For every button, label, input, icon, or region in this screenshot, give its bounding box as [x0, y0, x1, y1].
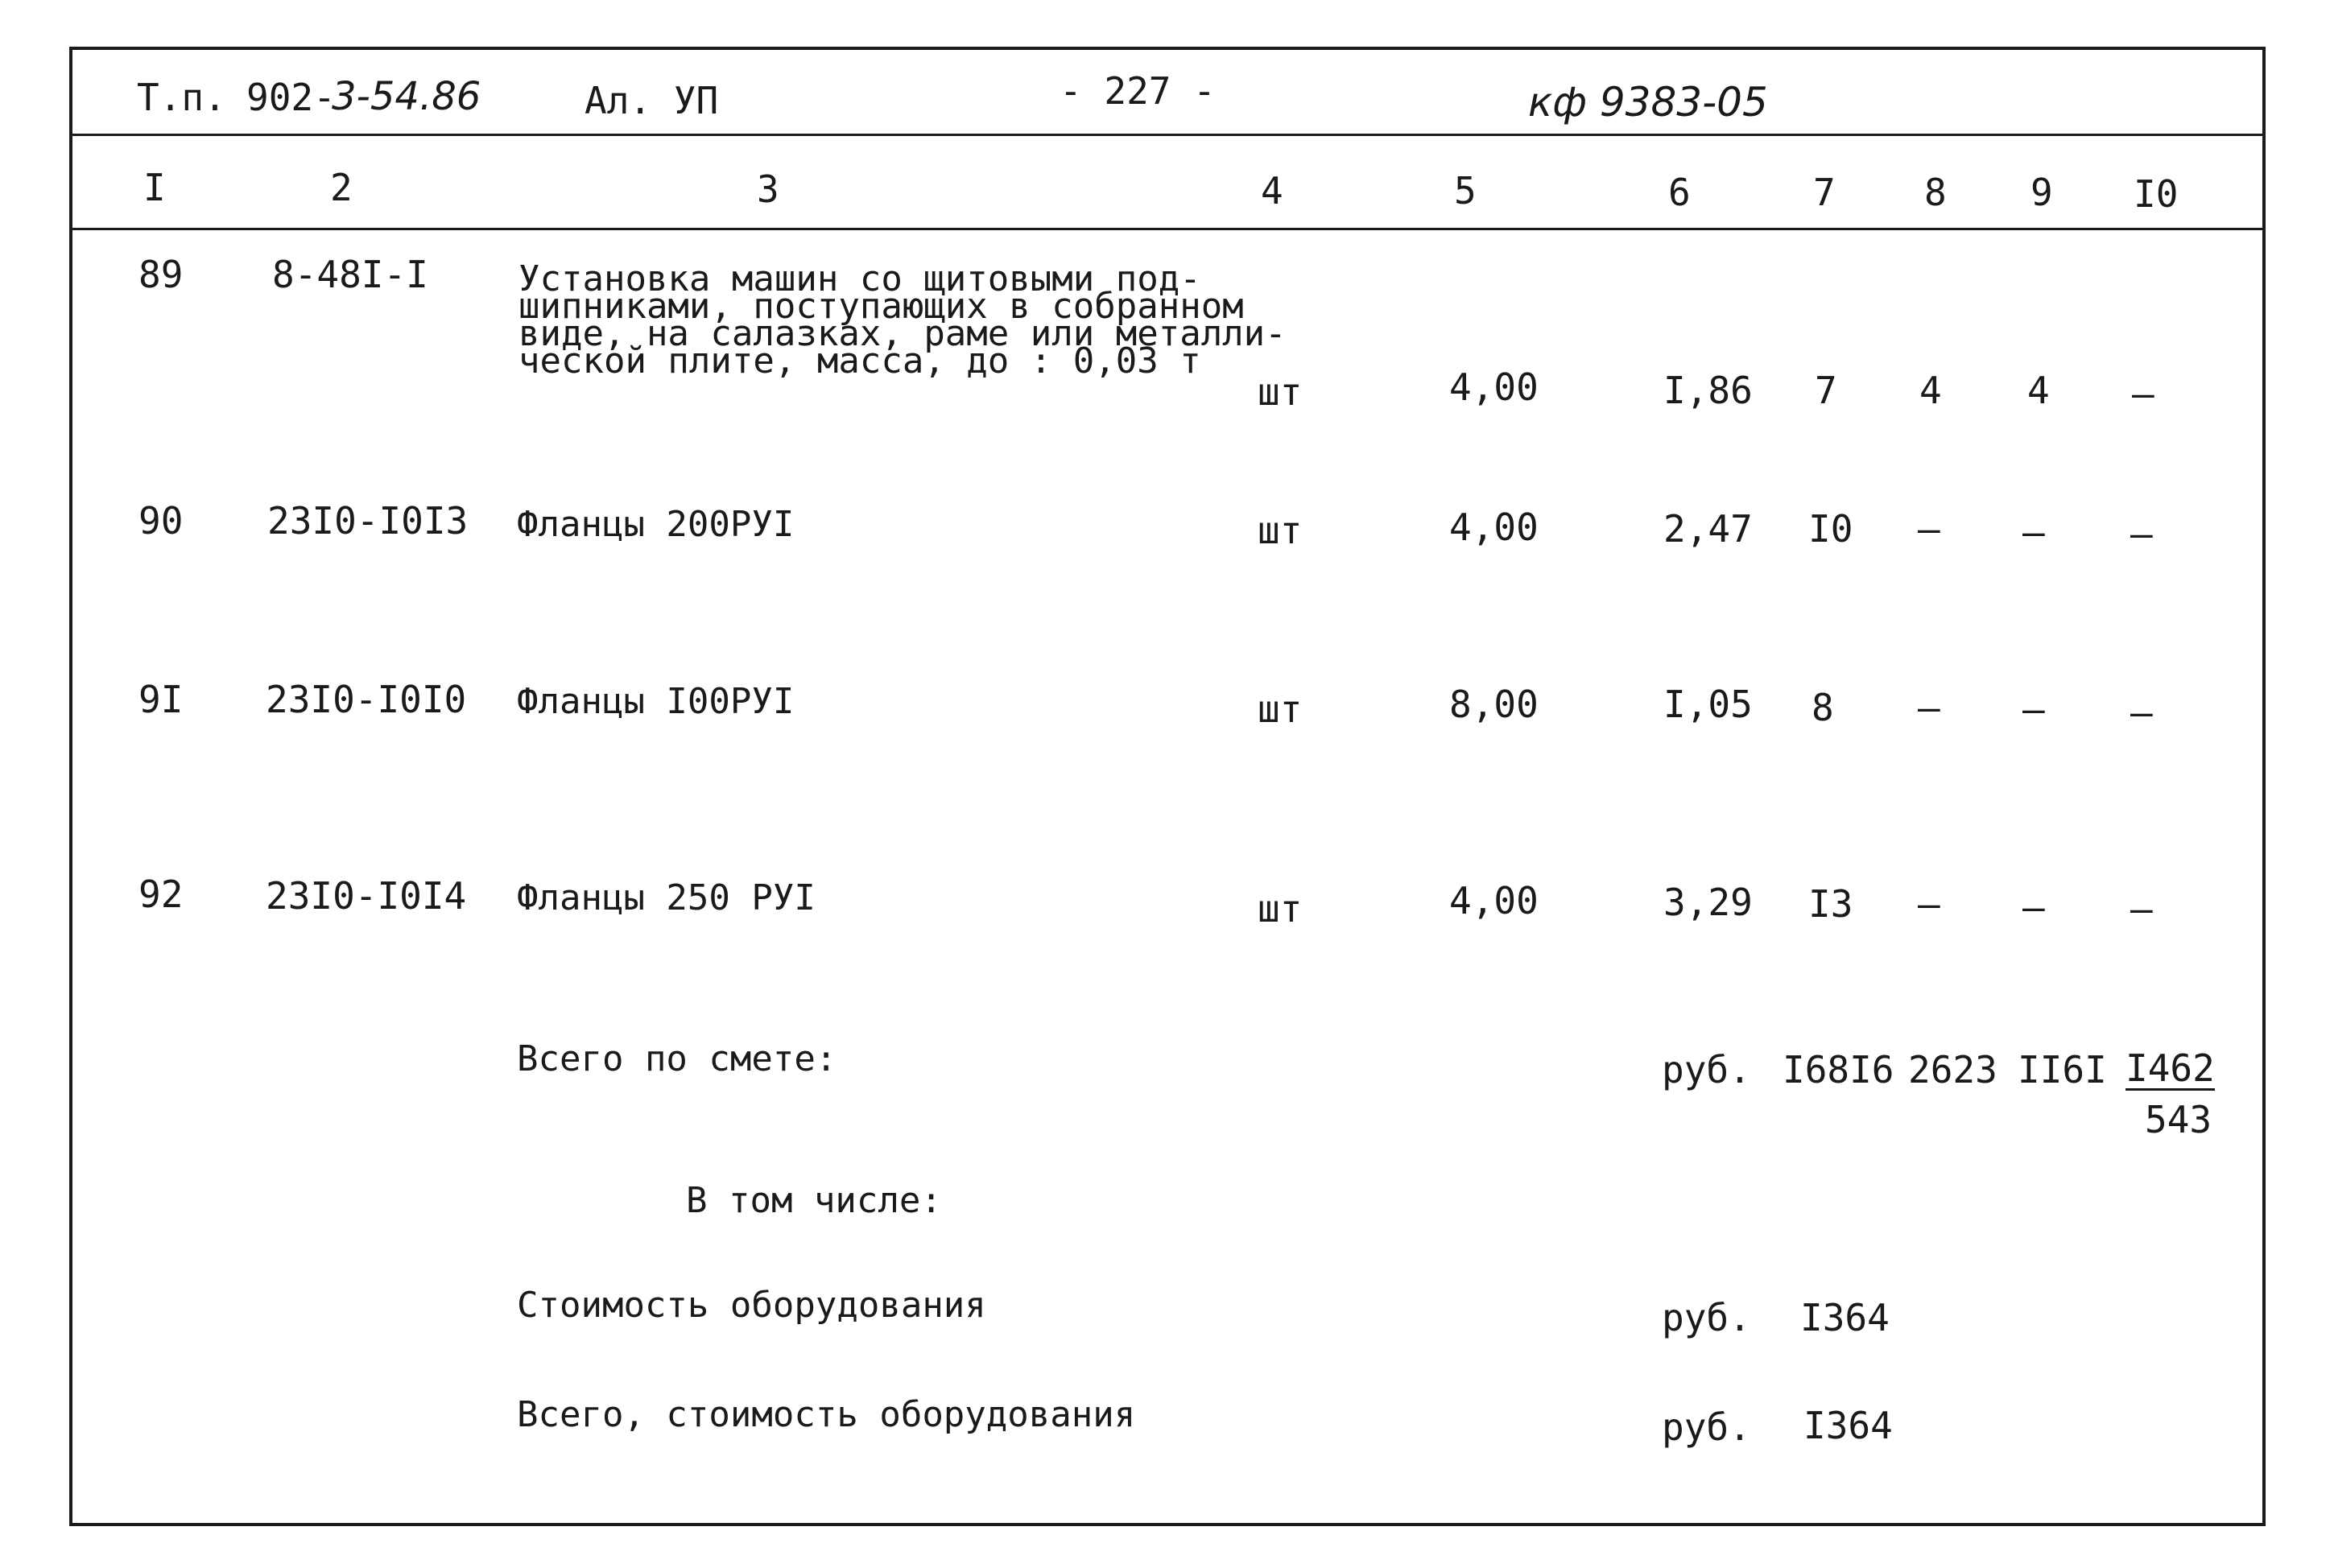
totals-col7: I68I6 — [1783, 1048, 1894, 1091]
row-code: 23I0-I0I4 — [266, 874, 467, 918]
row-description: Фланцы 200РУI — [517, 504, 795, 545]
row-code: 23I0-I0I0 — [266, 678, 467, 721]
column-number: 7 — [1813, 171, 1836, 214]
row-unit-price: 2,47 — [1663, 507, 1753, 551]
row-number: 92 — [138, 873, 184, 916]
column-number: 4 — [1261, 169, 1283, 213]
equipment-value: I364 — [1800, 1296, 1890, 1339]
row-description: Фланцы I00РУI — [517, 681, 795, 722]
totals-col10-top: I462 — [2126, 1046, 2215, 1090]
header-tp-number-handwritten: 3-54.86 — [332, 74, 481, 119]
column-header-divider — [69, 228, 2266, 230]
row-col9: 4 — [2027, 369, 2050, 412]
row-unit-price: I,86 — [1663, 369, 1753, 412]
row-code: 8-48I-I — [272, 253, 428, 296]
row-description: Фланцы 250 РУI — [517, 877, 816, 918]
totals-col10-bottom: 543 — [2145, 1098, 2212, 1141]
row-quantity: 8,00 — [1449, 683, 1539, 726]
totals-col8: 2623 — [1908, 1048, 1997, 1091]
row-col10: – — [2132, 372, 2154, 415]
header-divider — [69, 134, 2266, 136]
row-quantity: 4,00 — [1449, 879, 1539, 922]
header-code: кф 9383-05 — [1528, 79, 1768, 126]
equipment-total-value: I364 — [1803, 1404, 1893, 1447]
row-unit: шт — [1258, 887, 1303, 930]
totals-col9: II6I — [2018, 1048, 2107, 1091]
column-number: 8 — [1924, 171, 1947, 214]
row-col10: – — [2130, 887, 2153, 930]
column-number: 6 — [1668, 171, 1691, 214]
row-number: 9I — [138, 678, 184, 721]
column-number: 5 — [1454, 169, 1477, 213]
totals-label: Всего по смете: — [517, 1038, 837, 1079]
equipment-total-unit: руб. — [1662, 1405, 1751, 1449]
row-unit: шт — [1258, 370, 1303, 414]
row-quantity: 4,00 — [1449, 365, 1539, 409]
equipment-label: Стоимость оборудования — [517, 1285, 986, 1326]
row-unit: шт — [1258, 687, 1303, 731]
row-col9: – — [2022, 885, 2045, 929]
row-col8: – — [1918, 882, 1940, 926]
column-number: 3 — [757, 167, 779, 211]
row-col10: – — [2130, 691, 2153, 734]
column-number: I0 — [2134, 172, 2179, 216]
totals-unit: руб. — [1662, 1048, 1751, 1091]
header-tp-label: Т.п. — [137, 76, 226, 119]
equipment-total-label: Всего, стоимость оборудования — [517, 1394, 1136, 1435]
header-tp-number-printed: 902- — [246, 76, 336, 119]
column-number: 2 — [330, 166, 353, 209]
row-number: 89 — [138, 253, 184, 296]
column-number: 9 — [2030, 171, 2053, 214]
row-col9: – — [2022, 687, 2045, 731]
row-col7: I0 — [1808, 507, 1853, 551]
row-quantity: 4,00 — [1449, 505, 1539, 549]
row-col8: 4 — [1919, 369, 1942, 412]
row-col8: – — [1918, 686, 1940, 729]
row-code: 23I0-I0I3 — [267, 499, 469, 543]
row-unit-price: 3,29 — [1663, 881, 1753, 924]
row-col7: 7 — [1815, 369, 1837, 412]
row-col8: – — [1918, 507, 1940, 551]
row-number: 90 — [138, 499, 184, 543]
row-col9: – — [2022, 510, 2045, 554]
row-unit-price: I,05 — [1663, 683, 1753, 726]
column-number: I — [143, 166, 166, 209]
equipment-unit: руб. — [1662, 1296, 1751, 1339]
header-page-number: - 227 - — [1060, 69, 1216, 113]
header-album: Ал. УП — [585, 79, 719, 122]
row-col10: – — [2130, 512, 2153, 555]
row-unit: шт — [1258, 509, 1303, 552]
including-label: В том числе: — [686, 1180, 942, 1221]
row-description: Установка машин со щитовыми под- шипниками, поступающих в собранном виде, на салазках, раме или металли- ческой плите, масса, до : 0,03 т — [518, 258, 1287, 382]
row-col7: I3 — [1808, 882, 1853, 926]
row-col7: 8 — [1812, 686, 1834, 729]
